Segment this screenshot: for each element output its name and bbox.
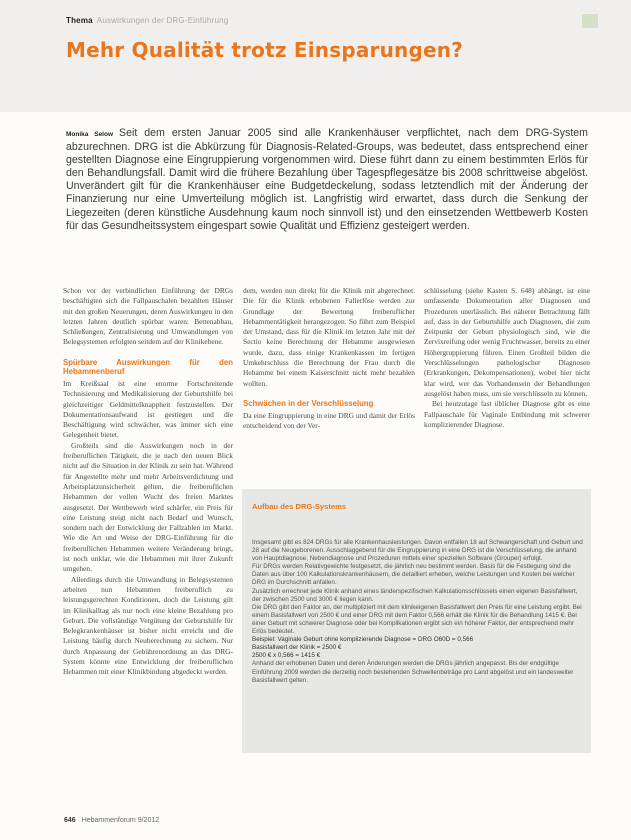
col3-paragraph-2: Bei heutzutage fast üblicher Diagnose gibt es eine Fallpauschale für Vaginale Entbindung mit schwerer komplizierender Diagnose. [424,399,590,429]
info-box-line: Anhand der erhobenen Daten und deren Änderungen werden die DRGs jährlich angepasst. Bis der endgültige Einführung 2009 werden die derzeitig noch bestehenden Schwellenbeträge pro Land abgelöst und ein landesweiter Basisfallwert gelten. [252,660,574,684]
lead-paragraph [66,127,588,233]
author-name: Monika Selow [66,131,114,138]
subheading-hebammenberuf: Spürbare Auswirkungen für den Hebammenberuf [63,357,233,377]
article-title: Mehr Qualität trotz Einsparungen? [66,38,464,62]
info-box-title: Aufbau des DRG-Systems [252,502,347,511]
info-box-formula: Basisfallwert der Klinik = 2500 € [252,644,342,652]
kicker-subtitle: Auswirkungen der DRG-Einführung [96,16,229,25]
col1-paragraph-1: Schon vor der verbindlichen Einführung der DRGs beschäftigten sich die Fallpauschalen bezahlten Häuser mit den großen Neuerungen, deren Auswirkungen in den letzten Jahren deutlich spürbar waren: Bettenabbau, Schließungen, Zentralisierung und Umwandlungen von Belegsystemen erfolgten seitdem auf der Klinikebene. [63,286,233,347]
info-box-formula: 2500 € x 0,566 = 1415 € [252,652,321,660]
kicker-label: Thema [66,16,93,25]
column-2 [243,286,415,431]
col1-paragraph-2: Im Kreißsaal ist eine enorme Fortschreitende Technisierung und Medikalisierung der Geburtshilfe bei gleichzeitiger Geldmittelknappheit festzustellen. Der Dokumentationsaufwand ist gestiegen und die Beschäftigung wird schwächer, was immer sich eine Gelegenheit bietet. [63,378,233,440]
lead-text: Seit dem ersten Januar 2005 sind alle Krankenhäuser verpflichtet, nach dem DRG-System abzurechnen. DRG ist die Abkürzung für Diagnosis-Related-Groups, was bedeutet, dass entsprechend einer gestellten Diagnose eine Eingruppierung vorgenommen wird. Diese führt dann zu einem bestimmten Erlös für den Behandlungsfall. Damit wird die frühere Bezahlung über Tagespflegesätze bis 2008 schrittweise abgelöst. Unverändert gilt für die Krankenhäuser eine Budgetdeckelung, sodass letztendlich mit der Änderung der Finanzierung nur eine Umverteilung möglich ist. Langfristig wird erwartet, dass durch die Senkung der Liegezeiten (deren künstliche Ausdehnung kaum noch sinnvoll ist) und den einsetzenden Wettbewerb Kosten für das Gesundheitssystem eingespart sowie Qualität und Effizienz gesteigert werden. [66,127,588,232]
info-box [242,489,591,753]
col2-paragraph-2: Da eine Eingruppierung in eine DRG und damit der Erlös entscheidend von der Ver- [243,410,415,430]
info-box-line: Für DRGs werden Relativgewichte festgesetzt, die jährlich neu bestimmt werden. Basis für die Festlegung sind die Daten aus über 100 Kalkulationskrankenhäusern, die detailliert erheben, welche Leistungen und Kosten bei welcher DRG im Durchschnitt anfallen. [252,563,575,587]
info-box-line: Insgesamt gibt es 824 DRGs für alle Krankenhausleistungen. Davon entfallen 18 auf Schwangerschaft und Geburt und 28 auf die Neugeborenen. Ausschlaggebend für die Eingruppierung in eine DRG ist die Verschlüsselung, die anhand von Hauptdiagnose, Nebendiagnose und Prozeduren mittels einer speziellen Software (Grouper) erfolgt. [252,539,583,563]
subheading-verschluesselung: Schwächen in der Verschlüsselung [243,398,374,408]
corner-mark [582,14,598,28]
info-box-formula: Beispiel: Vaginale Geburt ohne komplizierende Diagnose = DRG O60D = 0,566 [252,636,474,644]
column-3 [424,286,590,430]
info-box-body [252,539,583,685]
col3-paragraph-1: schlüsselung (siehe Kasten S. 648) abhängt, ist eine umfassende Dokumentation aller Diagnosen und Prozeduren unerlässlich. Bei näherer Betrachtung fällt auf, dass in der Geburtshilfe auch Diagnosen, die zum Zeitpunkt der Geburt physiologisch sind, wie die Zervixreifung oder wenig Fruchtwasser, bereits zu einer Höhergruppierung führen. Einen Großteil bilden die Verschlüsselungen pathologischer Diagnosen (Erkrankungen, Dekompensationen), wobei hier nicht klar wird, wer das Vorhandensein der Behandlungen ausgelöst haben muss, um sie verschlüsseln zu können. [424,286,590,398]
column-1 [63,286,233,678]
page-number: 646 [64,817,76,824]
page-footer [64,817,159,824]
section-kicker [66,16,228,25]
col1-paragraph-3: Großteils sind die Auswirkungen noch in der freiberuflichen Tätigkeit, die je nach den neuen Blick nicht auf die Situation in der Klinik zu sein hat. Während für Angestellte mehr und mehr Arbeitsverdichtung und Arbeitsplatzunsicherheit gelten, die freiberuflichen Hebammen der vollen Wucht des freien Marktes ausgesetzt. Der Wettbewerb wird schärfer, ein Preis für eine Leistung steigt nicht nach Bedarf und Wunsch, sondern nach der Entwicklung der Fallzahlen im Markt. Wie die Art und Weise der DRG-Einführung für die freiberuflichen Hebammen weitere Veränderung bringt, ist noch unklar, wie die Hebammen mit ihrer Zukunft umgehen. [63,440,233,574]
col1-paragraph-4: Allerdings durch die Umwandlung in Belegsystemen arbeiten nun Hebammen freiberuflich zu leistungsgerechten Konditionen, doch die Leistung gilt im Klinikalltag als nur noch eine kleine Bezahlung pro Geburt. Die vollständige Vergütung der Geburtshilfe für Belegkrankenhäuser ist bisher nicht erreicht und die Leistung häufig durch Neuberechnung zu sichern. Nur durch Anpassung der Gebührenordnung an das DRG-System könnte eine Entwicklung der freiberuflichen Hebammen mit einer Klinikbindung abgedeckt werden. [63,574,233,677]
info-box-line: Zusätzlich errechnet jede Klinik anhand eines länderspezifischen Kalkulationsschlüssels einen eigenen Basisfallwert, der zwischen 2500 und 3000 € liegen kann. [252,587,578,603]
journal-name: Hebammenforum 9/2012 [81,817,160,824]
col2-paragraph-1: dem, werden nun direkt für die Klinik mit abgerechnet. Die für die Klinik erhobenen Fallerlöse werden zur Grundlage der Bewertung freiberuflicher Hebammentätigkeit herangezogen. So führt zum Beispiel der Umstand, dass für die Klinik im letzten Jahr mit der Sectio keine Berechnung der Hebamme ausgewiesen wurde, dazu, dass einige Krankenkassen im fertigen Umkehrschluss die Berechnung der Frau durch die Hebamme bei einem Kaiserschnitt nicht mehr bezahlen wollten. [243,286,415,388]
info-box-line: Die DRG gibt den Faktor an, der multipliziert mit dem klinikeigenen Basisfallwert den Preis für eine Leistung ergibt. Bei einem Basisfallwert von 2500 € und einer DRG mit dem Faktor 0,566 erhält die Klinik für die Behandlung 1415 €. Bei einer Geburt mit schwerer Diagnose oder bei Komplikationen ergibt sich ein höherer Faktor, der entsprechend mehr Erlös bedeutet. [252,603,582,636]
